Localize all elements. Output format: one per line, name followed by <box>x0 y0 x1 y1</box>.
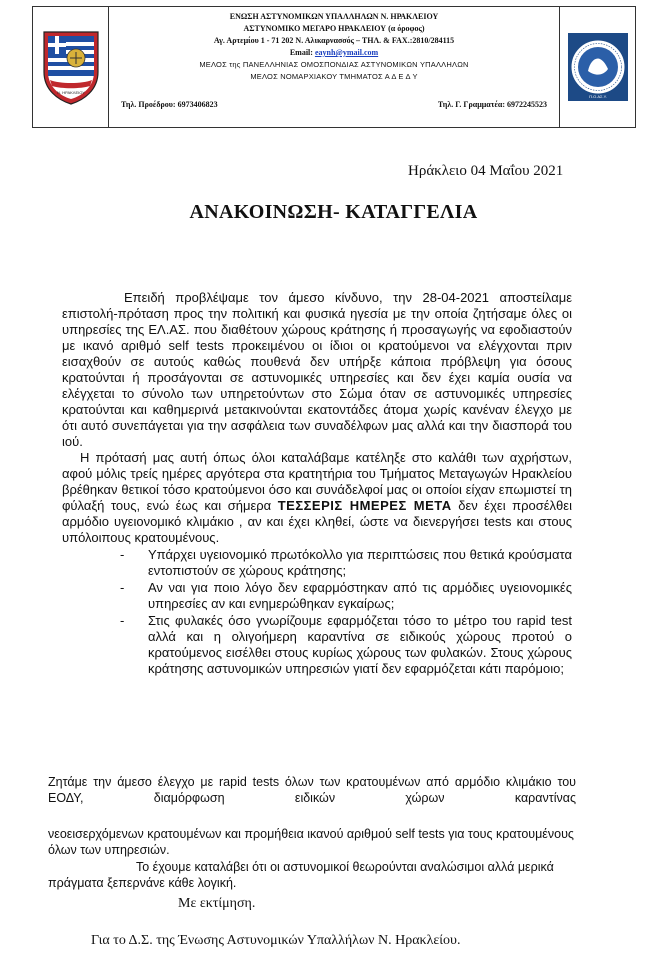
letterhead-text <box>109 7 559 127</box>
question-list <box>120 547 572 677</box>
email-link[interactable]: eaynh@ymail.com <box>314 48 379 57</box>
letterhead <box>32 6 636 128</box>
closing-salutation: Με εκτίμηση. <box>178 896 256 911</box>
document-body <box>62 290 572 678</box>
federation-membership: ΜΕΛΟΣ της ΠΑΝΕΛΛΗΝΙΑΣ ΟΜΟΣΠΟΝΔΙΑΣ ΑΣΤΥΝΟΜΙΚΩΝ ΥΠΑΛΛΗΛΩΝ <box>199 60 469 69</box>
union-shield-emblem <box>40 28 102 106</box>
union-name: ΕΝΩΣΗ ΑΣΤΥΝΟΜΙΚΩΝ ΥΠΑΛΛΗΛΩΝ Ν. ΗΡΑΚΛΕΙΟΥ <box>229 12 439 21</box>
email-label: Email: <box>289 48 313 57</box>
svg-text:Π.Ο.ΑΣ.Υ.: Π.Ο.ΑΣ.Υ. <box>588 94 607 99</box>
union-office: ΑΣΤΥΝΟΜΙΚΟ ΜΕΓΑΡΟ ΗΡΑΚΛΕΙΟΥ (α όροφος) <box>243 24 425 33</box>
adedy-membership: ΜΕΛΟΣ ΝΟΜΑΡΧΙΑΚΟΥ ΤΜΗΜΑΤΟΣ Α Δ Ε Δ Υ <box>250 72 418 81</box>
document-title: ΑΝΑΚΟΙΝΩΣΗ- ΚΑΤΑΓΓΕΛΙΑ <box>189 201 478 223</box>
paragraph-1: Επειδή προβλέψαμε τον άμεσο κίνδυνο, την 28-04-2021 αποστείλαμε επιστολή-πρόταση προς την πολιτική και φυσικά ηγεσία με την οποία ζητήσαμε όλες οι υπηρεσίες της ΕΛ.ΑΣ. που διαθέτουν χώρους κράτησης ή προσαγωγής να εφοδιαστούν με ικανό αριθμό self tests προκειμένου οι ίδιοι οι κρατούμενοι να ελέγχονται πριν εισαχθούν σε αυτούς καθώς πουθενά δεν υπήρξε κάποια πρόβλεψη για όσους κρατούνται ή προσάγονται σε αστυνομικές υπηρεσίες και δεν έχει καμία ουσία να ελέγχεται το σύνολο των υπηρετούντων στο Σώμα όταν σε αστυνομικές υπηρεσίες κρατούνται και καθημερινά μετακινούνται εκατοντάδες άτομα χωρίς κανέναν έλεγχο με ότι αυτό συνεπάγεται για την ασφάλεια των συναδέλφων μας αλλά και την διασπορά του ιού. <box>62 290 572 449</box>
union-email-line <box>109 47 559 59</box>
secretary-phone: Τηλ. Γ. Γραμματέα: 6972245523 <box>437 100 547 109</box>
paragraph-2-part-2: δεν έχει προσέλθει αρμόδιο υγειονομικό κλιμάκιο , αν και έχει κληθεί, ώστε να διενεργήσει tests και στους υπόλοιπους κρατουμένους. <box>62 498 572 545</box>
union-logo-left <box>33 7 109 127</box>
paragraph-2 <box>62 450 572 546</box>
paragraph-3-line-2: νεοεισερχόμενων κρατουμένων και προμήθεια ικανού αριθμού self tests για τους κρατουμένους όλων των υπηρεσιών. <box>48 827 574 857</box>
paragraph-2-part-1: Η πρότασή μας αυτή όπως όλοι καταλάβαμε κατέληξε στο καλάθι των αχρήστων, αφού μόλις τρείς ημέρες αργότερα στα κρατητήρια του Τμήματος Μεταγωγών Ηρακλείου βρέθηκαν θετικοί τόσο κρατούμενοι όσο και συνάδελφοί μας οι οποίοι είχαν επωμιστεί τη φύλαξή τους, ενώ έως και σήμερα <box>62 450 572 513</box>
list-item: - Αν ναι για ποιο λόγο δεν εφαρμόστηκαν από τις αρμόδιες υγειονομικές υπηρεσίες αν και ενημερώθηκαν εγκαίρως; <box>120 580 572 612</box>
list-item: - Στις φυλακές όσο γνωρίζουμε εφαρμόζεται τόσο το μέτρο του rapid test αλλά και η ολιγοήμερη καραντίνα σε ειδικούς χώρους προτού ο κρατούμενος εισέλθει στους κυρίως χώρους των φυλακών. Στους χώρους κράτησης αστυνομικών υπηρεσιών γιατί δεν εφαρμόζεται κάτι παρόμοιο; <box>120 613 572 677</box>
list-item: - Υπάρχει υγειονομικό πρωτόκολλο για περιπτώσεις που θετικά κρούσματα εντοπιστούν σε χώρους κράτησης; <box>120 547 572 579</box>
paragraph-2-emphasis: ΤΕΣΣΕΡΙΣ ΗΜΕΡΕΣ ΜΕΤΑ <box>277 498 452 513</box>
president-phone: Τηλ. Προέδρου: 6973406823 <box>121 100 218 109</box>
paragraph-4: Το έχουμε καταλάβει ότι οι αστυνομικοί θεωρούνται αναλώσιμοι αλλά μερικά πράγματα ξεπερνάνε κάθε λογική. <box>48 860 554 890</box>
demands-block <box>48 774 576 891</box>
document-date: Ηράκλειο 04 Μαΐου 2021 <box>408 163 564 179</box>
phone-row <box>121 99 547 111</box>
union-address: Αγ. Αρτεμίου 1 - 71 202 Ν. Αλικαρνασσός – ΤΗΛ. & FAX.:2810/284115 <box>213 36 455 45</box>
paragraph-3-line-1: Ζητάμε την άμεσο έλεγχο με rapid tests όλων των κρατουμένων από αρμόδιο κλιμάκιο του ΕΟΔΥ, διαμόρφωση ειδικών χώρων καραντίνας <box>48 775 576 805</box>
federation-logo-right <box>559 7 635 127</box>
svg-text:Ν. ΗΡΑΚΛΕΙΟΥ: Ν. ΗΡΑΚΛΕΙΟΥ <box>56 90 85 95</box>
federation-emblem <box>566 31 630 103</box>
signature-line: Για το Δ.Σ. της Ένωσης Αστυνομικών Υπαλλήλων Ν. Ηρακλείου. <box>91 933 461 948</box>
